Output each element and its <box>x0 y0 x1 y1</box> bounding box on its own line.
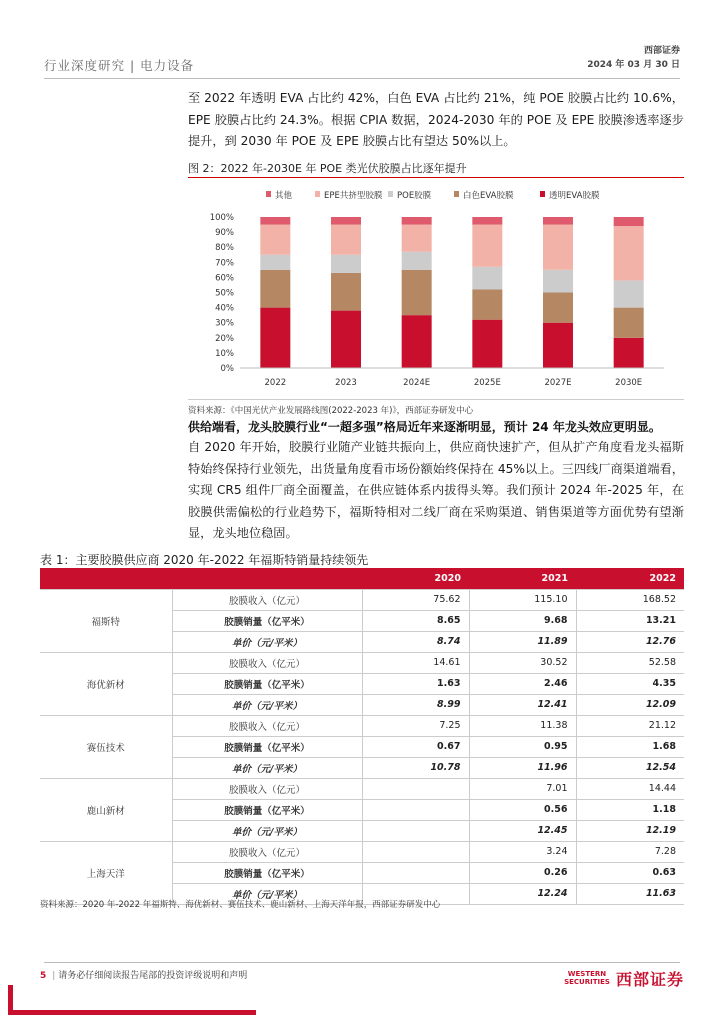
bar-segment <box>543 270 573 293</box>
header-info <box>587 44 680 72</box>
header-blank <box>40 568 172 589</box>
supply-paragraph: 自 2020 年开始，胶膜行业随产业链共振向上，供应商快速扩产，但从扩产角度看龙头福斯特始终保持行业领先，出货量角度看市场份额始终保持在 45%以上。三四线厂商渠道端看，实现 CR5 组件厂商全面覆盖，在供应链体系内拔得头筹。我们预计 2024 年-2025 年，在胶膜供需偏松的行业趋势下，福斯特相对二线厂商在采购渠道、销售渠道等方面优势有望渐显，龙头地位稳固。 <box>188 440 684 540</box>
corner-decoration <box>8 985 36 1015</box>
bar-segment <box>331 217 361 225</box>
table-source: 资料来源：2020 年-2022 年福斯特、海优新材、赛伍技术、鹿山新材、上海天洋年报，西部证券研发中心 <box>40 900 441 910</box>
company-name: 海优新材 <box>40 652 172 715</box>
legend-swatch <box>388 191 393 197</box>
legend-label: 其他 <box>275 191 293 201</box>
table-cell: 11.38 <box>469 715 576 736</box>
table-cell: 7.01 <box>469 778 576 799</box>
x-tick-label: 2024E <box>403 378 431 388</box>
footer-disclaimer: 请务必仔细阅读报告尾部的投资评级说明和声明 <box>58 971 248 981</box>
table-cell <box>362 820 469 841</box>
header-company: 西部证券 <box>643 46 680 56</box>
bar-segment <box>614 308 644 338</box>
bar-segment <box>260 255 290 270</box>
metric-label: 胶膜收入（亿元） <box>172 715 362 736</box>
table-cell: 12.19 <box>576 820 684 841</box>
figure-top-rule <box>188 177 684 178</box>
figure-bottom-rule <box>188 399 684 400</box>
bar-segment <box>614 217 644 226</box>
company-name: 福斯特 <box>40 589 172 652</box>
y-tick-label: 80% <box>215 243 234 254</box>
bar-segment <box>402 252 432 270</box>
intro-paragraph: 至 2022 年透明 EVA 占比约 42%，白色 EVA 占比约 21%，纯 POE 胶膜占比约 10.6%，EPE 胶膜占比约 24.3%。根据 CPIA 数据，2024-2030 年的 POE 及 EPE 胶膜渗透率逐步提升，到 2030 年 POE 及 EPE 胶膜占比有望达 50%以上。 <box>188 91 684 148</box>
bar-segment <box>614 280 644 307</box>
table-cell: 12.09 <box>576 694 684 715</box>
legend-label: 白色EVA胶膜 <box>463 191 514 201</box>
page-number: 5 <box>40 971 47 981</box>
key-point-heading: 供给端看，龙头胶膜行业“一超多强”格局近年来逐渐明显，预计 24 年龙头效应更明显。 <box>188 420 661 434</box>
table-cell: 1.68 <box>576 736 684 757</box>
table-cell: 75.62 <box>362 589 469 610</box>
table-cell: 10.78 <box>362 757 469 778</box>
bar-segment <box>614 226 644 280</box>
corner-line-decoration <box>36 1010 256 1015</box>
y-tick-label: 40% <box>215 303 234 314</box>
table-cell: 0.56 <box>469 799 576 820</box>
table-cell: 12.54 <box>576 757 684 778</box>
table-cell: 14.61 <box>362 652 469 673</box>
table-row <box>40 652 684 673</box>
y-tick-label: 30% <box>215 318 234 329</box>
bar-segment <box>331 311 361 368</box>
y-tick-label: 20% <box>215 333 234 344</box>
table-cell: 4.35 <box>576 673 684 694</box>
table-cell: 12.76 <box>576 631 684 652</box>
bar-segment <box>260 308 290 368</box>
metric-label: 胶膜销量（亿平米） <box>172 610 362 631</box>
x-tick-label: 2023 <box>335 378 357 388</box>
table-row <box>40 589 684 610</box>
metric-label: 胶膜销量（亿平米） <box>172 736 362 757</box>
legend-swatch <box>540 191 545 197</box>
table-cell: 7.25 <box>362 715 469 736</box>
metric-label: 胶膜销量（亿平米） <box>172 862 362 883</box>
bar-segment <box>260 225 290 255</box>
bar-segment <box>402 315 432 368</box>
y-tick-label: 100% <box>209 213 234 223</box>
table-cell: 12.45 <box>469 820 576 841</box>
table-cell: 1.18 <box>576 799 684 820</box>
logo-english: WESTERN SECURITIES <box>564 970 610 986</box>
table-cell: 8.74 <box>362 631 469 652</box>
table-row <box>40 715 684 736</box>
legend-swatch <box>454 191 459 197</box>
table-cell: 30.52 <box>469 652 576 673</box>
bar-segment <box>472 217 502 225</box>
bar-segment <box>402 225 432 252</box>
y-tick-label: 60% <box>215 273 234 284</box>
company-name: 上海天洋 <box>40 841 172 904</box>
table-cell <box>362 862 469 883</box>
x-tick-label: 2022 <box>264 378 287 388</box>
header-year: 2021 <box>469 568 576 589</box>
table-cell: 12.24 <box>469 883 576 904</box>
metric-label: 胶膜收入（亿元） <box>172 841 362 862</box>
table-cell: 52.58 <box>576 652 684 673</box>
legend-label: POE胶膜 <box>397 191 432 201</box>
table-cell: 21.12 <box>576 715 684 736</box>
table-cell <box>362 778 469 799</box>
bar-segment <box>402 270 432 315</box>
table-cell: 0.26 <box>469 862 576 883</box>
stacked-bar-chart <box>188 180 684 398</box>
metric-label: 单价（元/平米） <box>172 757 362 778</box>
bar-segment <box>260 217 290 225</box>
y-tick-label: 90% <box>215 228 234 239</box>
bar-segment <box>402 217 432 225</box>
table-cell: 3.24 <box>469 841 576 862</box>
table-cell: 0.63 <box>576 862 684 883</box>
header-breadcrumb: 行业深度研究 | 电力设备 <box>44 58 195 73</box>
y-tick-label: 70% <box>215 258 234 269</box>
x-tick-label: 2027E <box>544 378 572 388</box>
table-cell <box>362 841 469 862</box>
table-header-row <box>40 568 684 589</box>
bar-segment <box>472 289 502 319</box>
table-cell: 8.99 <box>362 694 469 715</box>
table-cell: 1.63 <box>362 673 469 694</box>
bar-segment <box>543 293 573 323</box>
metric-label: 单价（元/平米） <box>172 883 362 904</box>
metric-label: 胶膜销量（亿平米） <box>172 673 362 694</box>
table-title: 表 1：主要胶膜供应商 2020 年-2022 年福斯特销量持续领先 <box>40 553 369 567</box>
table-cell: 7.28 <box>576 841 684 862</box>
figure-title: 图 2：2022 年-2030E 年 POE 类光伏胶膜占比逐年提升 <box>188 162 467 175</box>
table-cell: 11.89 <box>469 631 576 652</box>
table-cell: 14.44 <box>576 778 684 799</box>
metric-label: 胶膜收入（亿元） <box>172 778 362 799</box>
table-cell <box>362 799 469 820</box>
table-cell: 168.52 <box>576 589 684 610</box>
table-cell: 0.67 <box>362 736 469 757</box>
metric-label: 单价（元/平米） <box>172 631 362 652</box>
bar-segment <box>260 270 290 308</box>
metric-label: 胶膜收入（亿元） <box>172 589 362 610</box>
bar-segment <box>472 267 502 290</box>
metric-label: 单价（元/平米） <box>172 694 362 715</box>
supplier-table <box>40 568 684 905</box>
header-year: 2020 <box>362 568 469 589</box>
bar-segment <box>331 273 361 311</box>
bar-segment <box>543 225 573 270</box>
table-cell: 12.41 <box>469 694 576 715</box>
bar-segment <box>331 255 361 273</box>
y-tick-label: 50% <box>215 288 234 299</box>
footer: 5 | 请务必仔细阅读报告尾部的投资评级说明和声明 <box>40 971 248 981</box>
logo-chinese: 西部证券 <box>615 969 684 989</box>
bar-segment <box>472 225 502 267</box>
table-cell: 11.96 <box>469 757 576 778</box>
bar-segment <box>331 225 361 255</box>
table-row <box>40 841 684 862</box>
legend-label: EPE共挤型胶膜 <box>324 191 383 201</box>
metric-label: 单价（元/平米） <box>172 820 362 841</box>
legend-swatch <box>266 191 271 197</box>
bar-segment <box>614 338 644 368</box>
header-blank-metric <box>172 568 362 589</box>
company-name: 赛伍技术 <box>40 715 172 778</box>
table-cell: 0.95 <box>469 736 576 757</box>
metric-label: 胶膜收入（亿元） <box>172 652 362 673</box>
table-cell: 2.46 <box>469 673 576 694</box>
x-tick-label: 2030E <box>615 378 643 388</box>
legend-swatch <box>315 191 320 197</box>
legend-label: 透明EVA胶膜 <box>549 191 600 201</box>
company-logo <box>562 968 684 988</box>
metric-label: 胶膜销量（亿平米） <box>172 799 362 820</box>
bar-segment <box>472 320 502 368</box>
header-year: 2022 <box>576 568 684 589</box>
table-cell: 9.68 <box>469 610 576 631</box>
footer-divider <box>44 962 680 963</box>
company-name: 鹿山新材 <box>40 778 172 841</box>
table-cell: 8.65 <box>362 610 469 631</box>
header-date: 2024 年 03 月 30 日 <box>587 60 680 70</box>
figure-source: 资料来源：《中国光伏产业发展路线图(2022-2023 年)》，西部证券研发中心 <box>188 406 474 416</box>
table-cell: 13.21 <box>576 610 684 631</box>
table-cell: 115.10 <box>469 589 576 610</box>
table-cell: 11.63 <box>576 883 684 904</box>
bar-segment <box>543 217 573 225</box>
y-tick-label: 10% <box>215 348 234 359</box>
x-tick-label: 2025E <box>473 378 501 388</box>
table-row <box>40 778 684 799</box>
y-tick-label: 0% <box>220 364 234 374</box>
bar-segment <box>543 323 573 368</box>
header-divider <box>44 78 680 79</box>
